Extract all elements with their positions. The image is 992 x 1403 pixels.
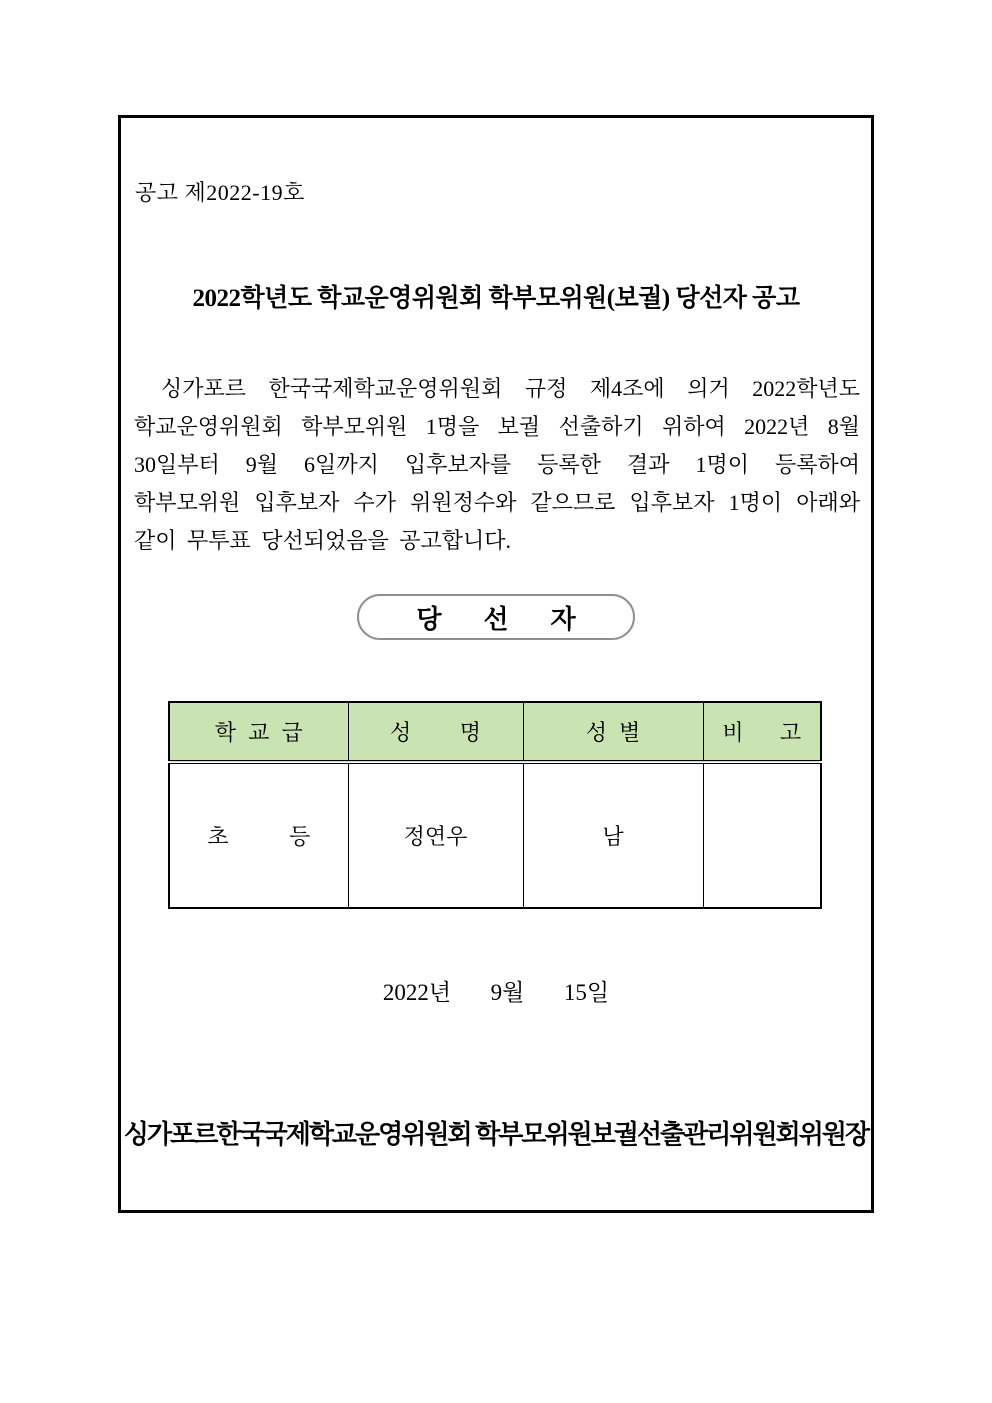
winner-badge-label: 당선자: [416, 603, 618, 634]
col-header-gender: 성 별: [523, 702, 703, 762]
signature-line: 싱가포르한국국제학교운영위원회 학부모위원보궐선출관리위원회위원장: [123, 1120, 869, 1149]
col-header-school-level: 학 교 급: [169, 702, 348, 762]
table-header-row: [169, 702, 821, 762]
winner-badge: [357, 594, 635, 640]
document-border-frame: [118, 115, 874, 1213]
page-title: 2022학년도 학교운영위원회 학부모위원(보궐) 당선자 공고: [192, 285, 800, 312]
col-header-name: 성 명: [348, 702, 523, 762]
col-header-note: 비 고: [703, 702, 821, 762]
body-paragraph: 싱가포르 한국국제학교운영위원회 규정 제4조에 의거 2022학년도 학교운영위원회 학부모위원 1명을 보궐 선출하기 위하여 2022년 8월 30일부터 9월 6일까지 입후보자를 등록한 결과 1명이 등록하여 학부모위원 입후보자 수가 위원정수와 같으므로 입후보자 1명이 아래와 같이 무투표 당선되었음을 공고합니다.: [134, 376, 860, 553]
winner-table: [168, 701, 822, 909]
cell-name: 정연우: [348, 762, 523, 908]
date-line: 2022년 9월 15일: [382, 980, 610, 1005]
cell-school-level: 초 등: [169, 762, 348, 908]
table-row: [169, 762, 821, 908]
doc-number: 공고 제2022-19호: [135, 180, 305, 205]
cell-gender: 남: [523, 762, 703, 908]
cell-note: [703, 762, 821, 908]
